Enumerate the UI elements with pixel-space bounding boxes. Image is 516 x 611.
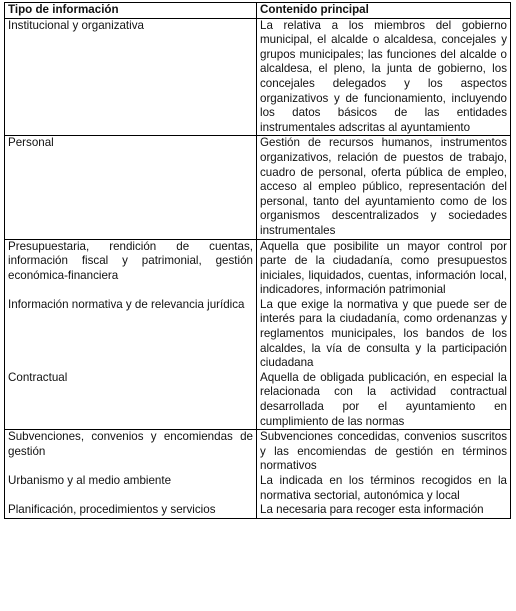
cell-tipo: Institucional y organizativa <box>5 18 257 136</box>
table-row <box>5 136 511 239</box>
header-tipo: Tipo de información <box>5 3 257 19</box>
cell-contenido: Gestión de recursos humanos, instrumentos organizativos, relación de puestos de trabajo, cuadro de personal, oferta pública de empleo, acceso al empleo público, representación del personal, tanto del ayuntamiento como de los organismos descentralizados y sociedades instrumentales <box>257 136 511 239</box>
cell-tipo: Urbanismo y al medio ambiente <box>5 474 257 503</box>
cell-contenido: La necesaria para recoger esta información <box>257 503 511 518</box>
information-table-container <box>4 2 510 519</box>
table-row <box>5 298 511 371</box>
cell-contenido: La que exige la normativa y que puede ser de interés para la ciudadanía, como ordenanzas y reglamentos municipales, los bandos de los alcaldes, la vía de consulta y la participación ciudadana <box>257 298 511 371</box>
table-header-row <box>5 3 511 19</box>
table-row <box>5 371 511 430</box>
table-row <box>5 430 511 474</box>
cell-contenido: La relativa a los miembros del gobierno municipal, el alcalde o alcaldesa, concejales y grupos municipales; las funciones del alcalde o alcaldesa, el pleno, la junta de gobierno, los concejales delegados y los aspectos organizativos y de funcionamiento, incluyendo los datos básicos de las entidades instrumentales adscritas al ayuntamiento <box>257 18 511 136</box>
table-row <box>5 503 511 518</box>
cell-contenido: Aquella de obligada publicación, en especial la relacionada con la actividad contractual desarrollada por el ayuntamiento en cumplimiento de las normas <box>257 371 511 430</box>
information-types-table <box>4 2 511 519</box>
cell-contenido: La indicada en los términos recogidos en la normativa sectorial, autonómica y local <box>257 474 511 503</box>
cell-tipo: Información normativa y de relevancia jurídica <box>5 298 257 371</box>
cell-tipo: Planificación, procedimientos y servicios <box>5 503 257 518</box>
table-row <box>5 474 511 503</box>
table-row <box>5 239 511 298</box>
header-contenido: Contenido principal <box>257 3 511 19</box>
cell-tipo: Contractual <box>5 371 257 430</box>
cell-contenido: Subvenciones concedidas, convenios suscritos y las encomiendas de gestión en términos normativos <box>257 430 511 474</box>
cell-tipo: Personal <box>5 136 257 239</box>
cell-contenido: Aquella que posibilite un mayor control por parte de la ciudadanía, como presupuestos iniciales, liquidados, cuentas, información local, indicadores, información patrimonial <box>257 239 511 298</box>
cell-tipo: Subvenciones, convenios y encomiendas de gestión <box>5 430 257 474</box>
table-row <box>5 18 511 136</box>
cell-tipo: Presupuestaria, rendición de cuentas, información fiscal y patrimonial, gestión económica-financiera <box>5 239 257 298</box>
